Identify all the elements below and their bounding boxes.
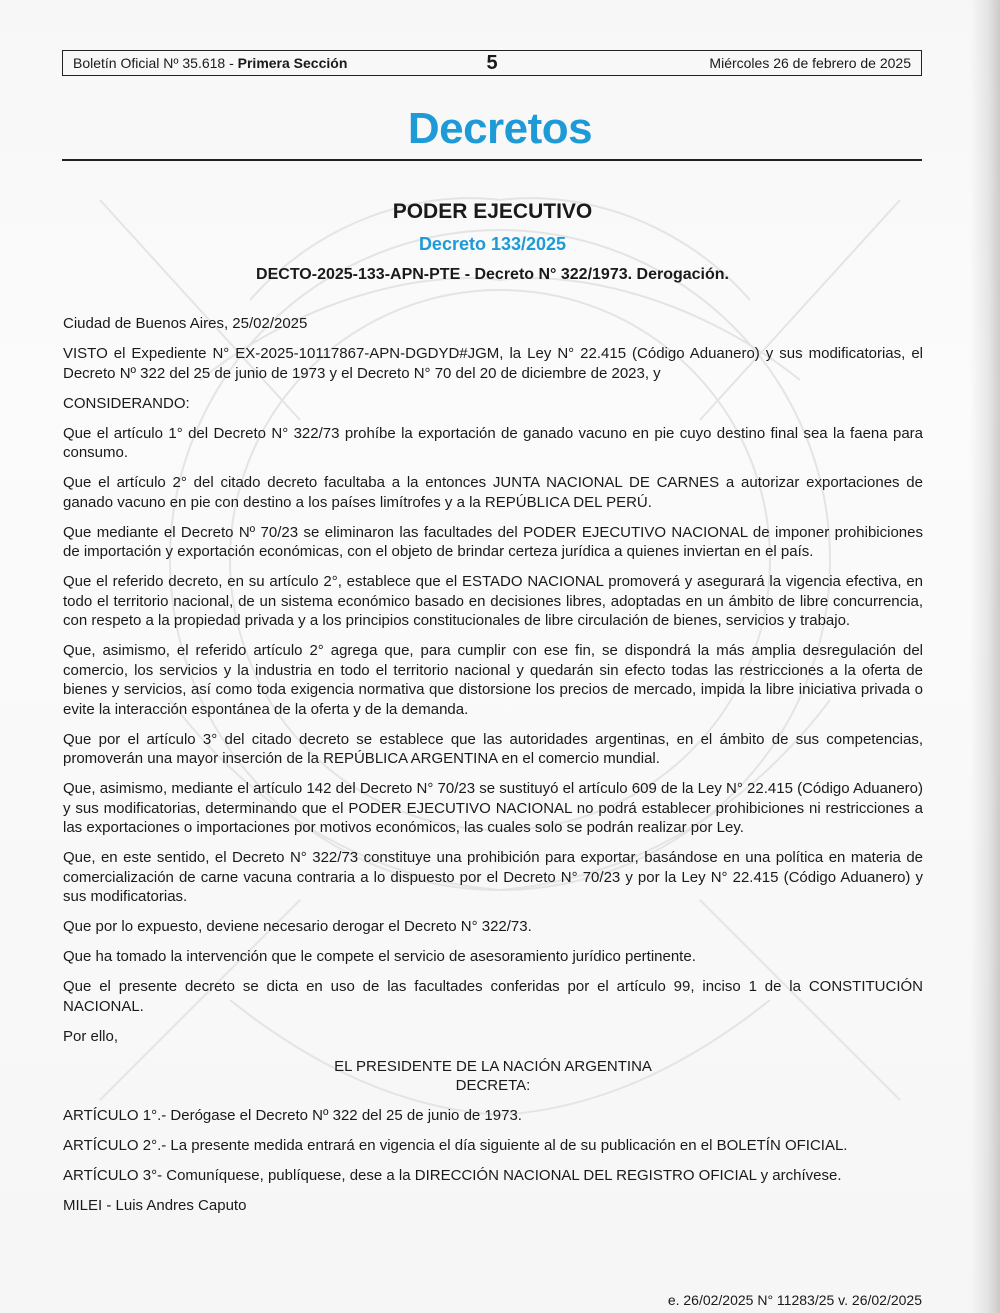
bulletin-number: Boletín Oficial Nº 35.618 - — [73, 55, 238, 71]
considerando-paragraph: Que por lo expuesto, deviene necesario derogar el Decreto N° 322/73. — [63, 918, 532, 935]
considerando-paragraph: Que el artículo 2° del citado decreto facultaba a la entonces JUNTA NACIONAL DE CARNES a autorizar exportaciones de ganado vacuno en pie con destino a los países limítrofes y a la REPÚBLICA DEL PERÚ. — [63, 474, 923, 511]
considerando-paragraph: Que, en este sentido, el Decreto N° 322/73 constituye una prohibición para exportar, basándose en una política en materia de comercialización de carne vacuna contraria a lo dispuesto por el Decreto N° 70/23 y por la Ley N° 22.415 (Código Aduanero) y sus modificatorias. — [63, 849, 923, 905]
page-number: 5 — [486, 52, 498, 74]
publication-date: Miércoles 26 de febrero de 2025 — [709, 55, 911, 71]
considerando-paragraph: Que, asimismo, el referido artículo 2° agrega que, para cumplir con ese fin, se dispondrá la más amplia desregulación del comercio, los servicios y la industria en todo el territorio nacional y quedarán sin efecto todas las restricciones a la oferta de bienes y servicios, así como toda exigencia normativa que distorsione los precios de mercado, impida la libre iniciativa privada o evite la interacción espontánea de la oferta y de la demanda. — [63, 642, 923, 718]
article-3: ARTÍCULO 3°- Comuníquese, publíquese, dese a la DIRECCIÓN NACIONAL DEL REGISTRO OFICIAL y archívese. — [63, 1167, 842, 1184]
place-date: Ciudad de Buenos Aires, 25/02/2025 — [63, 315, 308, 332]
considerando-paragraph: Que el artículo 1° del Decreto N° 322/73 prohíbe la exportación de ganado vacuno en pie cuyo destino final sea la faena para consumo. — [63, 424, 923, 461]
president-heading: EL PRESIDENTE DE LA NACIÓN ARGENTINA — [334, 1057, 652, 1075]
visto-paragraph: VISTO el Expediente N° EX-2025-10117867-APN-DGDYD#JGM, la Ley N° 22.415 (Código Aduanero) y sus modificatorias, el Decreto Nº 322 del 25 de junio de 1973 y el Decreto N° 70 del 20 de diciembre de 2023, y — [63, 345, 923, 382]
section-title: Decretos — [407, 104, 593, 153]
page-edge-shadow — [970, 0, 1000, 1313]
section-divider — [62, 159, 922, 161]
article-1: ARTÍCULO 1°.- Derógase el Decreto Nº 322 del 25 de junio de 1973. — [63, 1107, 522, 1124]
decree-id-line: DECTO-2025-133-APN-PTE - Decreto N° 322/1973. Derogación. — [256, 266, 729, 283]
bulletin-section: Primera Sección — [237, 55, 348, 71]
publication-reference: e. 26/02/2025 N° 11283/25 v. 26/02/2025 — [667, 1292, 922, 1308]
article-2: ARTÍCULO 2°.- La presente medida entrará en vigencia el día siguiente al de su publicación en el BOLETÍN OFICIAL. — [63, 1137, 848, 1154]
considerando-paragraph: Que por el artículo 3° del citado decreto se establece que las autoridades argentinas, en el ámbito de sus competencias, promoverán una mayor inserción de la REPÚBLICA ARGENTINA en el comercio mundial. — [63, 730, 923, 767]
considerando-paragraph: Que mediante el Decreto Nº 70/23 se eliminaron las facultades del PODER EJECUTIVO NACIONAL de imponer prohibiciones de importación y exportación económicas, con el objeto de brindar certeza jurídica a quienes inviertan en el país. — [63, 523, 923, 560]
considerando-paragraph: Que el presente decreto se dicta en uso de las facultades conferidas por el artículo 99, inciso 1 de la CONSTITUCIÓN NACIONAL. — [63, 978, 923, 1015]
page-header — [62, 50, 922, 76]
decree-number: Decreto 133/2025 — [418, 234, 567, 254]
signature: MILEI - Luis Andres Caputo — [63, 1197, 247, 1214]
por-ello: Por ello, — [63, 1027, 119, 1045]
considerando-paragraph: Que, asimismo, mediante el artículo 142 del Decreto N° 70/23 se sustituyó el artículo 609 de la Ley N° 22.415 (Código Aduanero) y sus modificatorias, determinando que el PODER EJECUTIVO NACIONAL no podrá establecer prohibiciones ni restricciones a las exportaciones o importaciones por motivos económicos, las cuales solo se podrán realizar por Ley. — [63, 780, 923, 836]
considerando-heading: CONSIDERANDO: — [63, 394, 190, 412]
decreta-heading: DECRETA: — [455, 1077, 531, 1094]
decree-body — [63, 314, 923, 1226]
issuer-heading: PODER EJECUTIVO — [392, 200, 593, 223]
considerando-paragraph: Que el referido decreto, en su artículo 2°, establece que el ESTADO NACIONAL promoverá y asegurará la vigencia efectiva, en todo el territorio nacional, de un sistema económico basado en decisiones libres, adoptadas en un ámbito de libre concurrencia, con respeto a la propiedad privada y a los principios constitucionales de libre circulación de bienes, servicios y trabajo. — [63, 573, 923, 629]
considerando-paragraph: Que ha tomado la intervención que le compete el servicio de asesoramiento jurídico pertinente. — [63, 948, 696, 965]
